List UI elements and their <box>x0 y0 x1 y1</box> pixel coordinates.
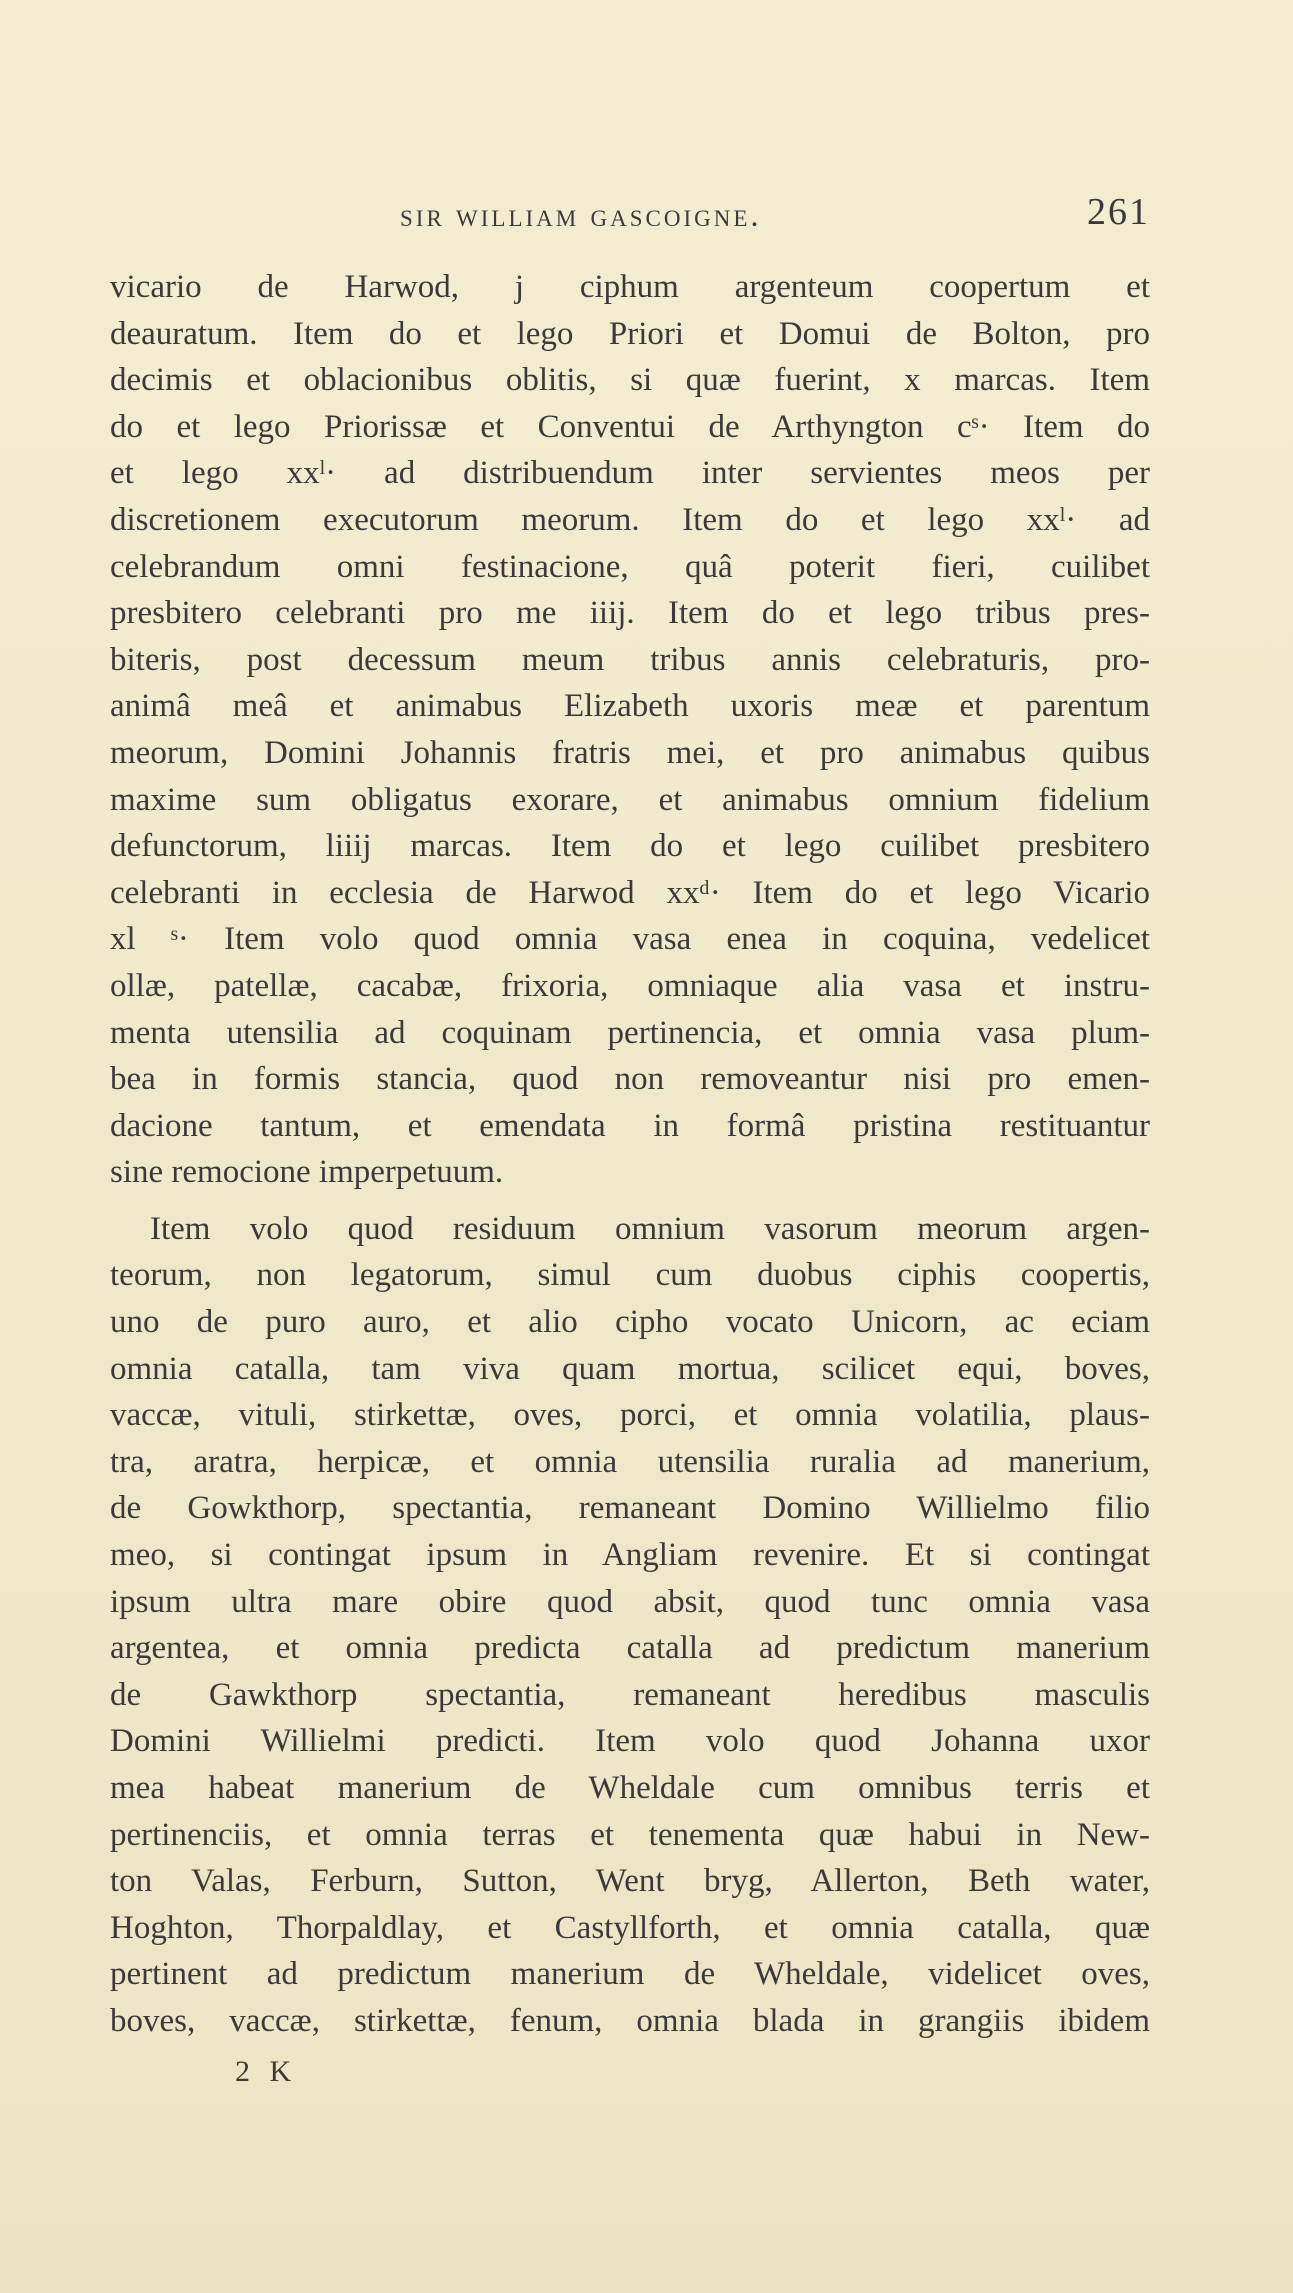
text-line: vicario de Harwod, j ciphum argenteum coopertum et <box>110 269 1150 305</box>
running-title: sir william gascoigne. <box>400 198 762 234</box>
running-head <box>110 190 1150 250</box>
text-line: menta utensilia ad coquinam pertinencia, et omnia vasa plum- <box>110 1014 1150 1051</box>
text-line: argentea, et omnia predicta catalla ad predictum manerium <box>110 1630 1150 1667</box>
text-line: bea in formis stancia, quod non removeantur nisi pro emen- <box>110 1061 1150 1098</box>
text-line: presbitero celebranti pro me iiij. Item do et lego tribus pres- <box>110 595 1150 632</box>
page-number: 261 <box>1087 191 1150 233</box>
text-line: celebrandum omni festinacione, quâ poterit fieri, cuilibet <box>110 548 1150 585</box>
text-line: omnia catalla, tam viva quam mortua, scilicet equi, boves, <box>110 1350 1150 1387</box>
text-line: Domini Willielmi predicti. Item volo quod Johanna uxor <box>110 1723 1150 1760</box>
text-line: celebranti in ecclesia de Harwod xxᵈ· Item do et lego Vicario <box>110 874 1150 911</box>
text-line: de Gowkthorp, spectantia, remaneant Domino Willielmo filio <box>110 1490 1150 1527</box>
text-line: maxime sum obligatus exorare, et animabus omnium fidelium <box>110 781 1150 818</box>
text-line: discretionem executorum meorum. Item do et lego xxˡ· ad <box>110 501 1150 538</box>
book-page <box>110 190 1150 2095</box>
text-line: meo, si contingat ipsum in Angliam revenire. Et si contingat <box>110 1537 1150 1574</box>
text-line: de Gawkthorp spectantia, remaneant heredibus masculis <box>110 1676 1150 1713</box>
text-line: mea habeat manerium de Wheldale cum omnibus terris et <box>110 1770 1150 1806</box>
text-line: decimis et oblacionibus oblitis, si quæ fuerint, x marcas. Item <box>110 362 1150 399</box>
text-line: tra, aratra, herpicæ, et omnia utensilia ruralia ad manerium, <box>110 1443 1150 1480</box>
text-line: pertinent ad predictum manerium de Wheldale, videlicet oves, <box>110 1956 1150 1993</box>
text-line: sine remocione imperpetuum. <box>110 1154 504 1191</box>
text-line: ollæ, patellæ, cacabæ, frixoria, omniaque alia vasa et instru- <box>110 967 1150 1004</box>
text-line: vaccæ, vituli, stirkettæ, oves, porci, et omnia volatilia, plaus- <box>110 1397 1150 1434</box>
text-line: xl ˢ· Item volo quod omnia vasa enea in coquina, vedelicet <box>110 921 1150 958</box>
signature-mark: 2 K <box>235 2054 298 2088</box>
text-line: Item volo quod residuum omnium vasorum meorum argen- <box>150 1210 1150 1247</box>
text-line: et lego xxˡ· ad distribuendum inter servientes meos per <box>110 455 1150 492</box>
text-line: biteris, post decessum meum tribus annis celebraturis, pro- <box>110 641 1150 678</box>
body-text <box>110 264 1150 2095</box>
text-line: do et lego Priorissæ et Conventui de Arthyngton cˢ· Item do <box>110 408 1150 445</box>
text-line: uno de puro auro, et alio cipho vocato Unicorn, ac eciam <box>110 1304 1150 1341</box>
paragraph-1 <box>110 264 1150 1196</box>
text-line: teorum, non legatorum, simul cum duobus ciphis coopertis, <box>110 1257 1150 1294</box>
text-line: pertinenciis, et omnia terras et tenementa quæ habui in New- <box>110 1816 1150 1853</box>
text-line: defunctorum, liiij marcas. Item do et lego cuilibet presbitero <box>110 828 1150 865</box>
paragraph-2 <box>110 1206 1150 2045</box>
text-line: meorum, Domini Johannis fratris mei, et pro animabus quibus <box>110 734 1150 771</box>
text-line: ton Valas, Ferburn, Sutton, Went bryg, Allerton, Beth water, <box>110 1863 1150 1900</box>
text-line: animâ meâ et animabus Elizabeth uxoris meæ et parentum <box>110 688 1150 725</box>
text-line: dacione tantum, et emendata in formâ pristina restituantur <box>110 1107 1150 1144</box>
text-line: ipsum ultra mare obire quod absit, quod tunc omnia vasa <box>110 1583 1150 1620</box>
text-line: deauratum. Item do et lego Priori et Domui de Bolton, pro <box>110 315 1150 352</box>
text-line: boves, vaccæ, stirkettæ, fenum, omnia blada in grangiis ibidem <box>110 2002 1150 2039</box>
text-line: Hoghton, Thorpaldlay, et Castyllforth, et omnia catalla, quæ <box>110 1909 1150 1946</box>
